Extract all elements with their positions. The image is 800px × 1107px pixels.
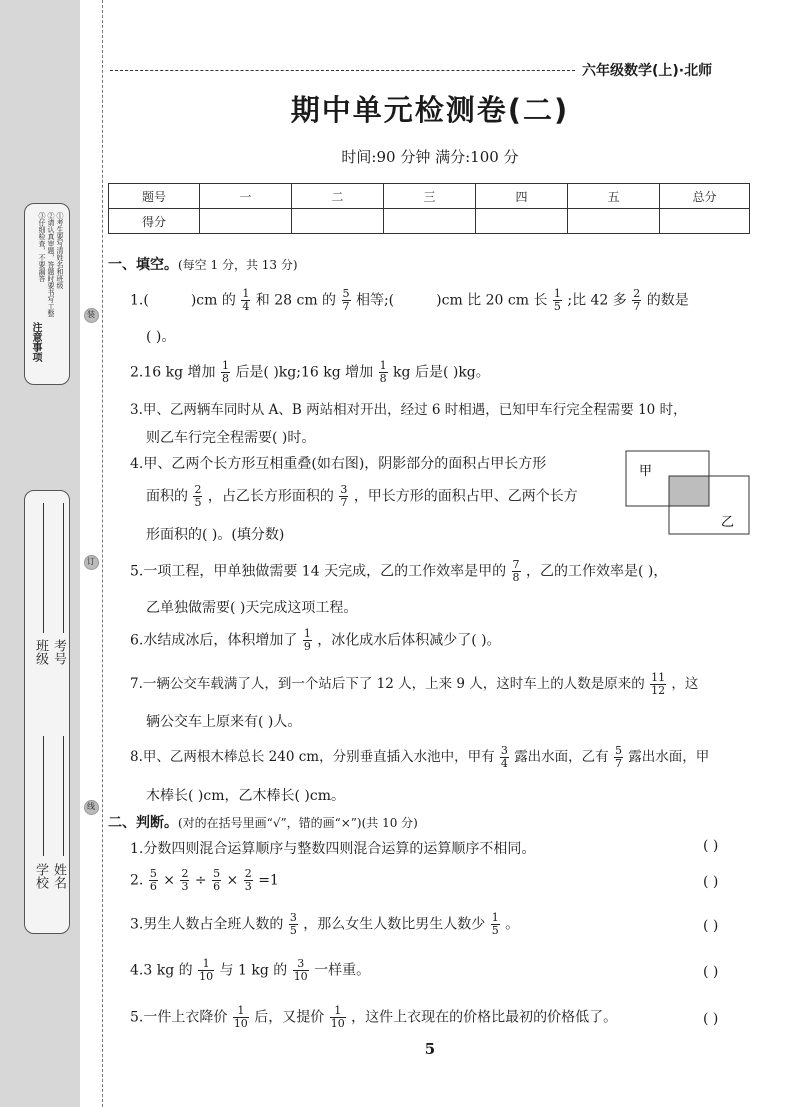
fraction: $\frac{3}{10}$	[293, 957, 308, 983]
score-cell: 得分	[109, 209, 200, 234]
overlap-rectangles-figure	[623, 448, 751, 536]
question-8: 8.甲、乙两根木棒总长 240 cm，分别垂直插入水池中，甲有 $\frac{3}{4}$ 露出水面，乙有 $\frac{5}{7}$ 露出水面，甲	[130, 744, 710, 770]
question-3-line-2: 则乙车行完全程需要( )时。	[146, 430, 316, 446]
score-input-cell[interactable]	[568, 209, 660, 234]
fraction: $\frac{3}{5}$	[289, 911, 297, 937]
score-table	[108, 183, 750, 234]
binding-hole: 装	[84, 308, 99, 323]
question-1: 1.( )cm 的 $\frac{1}{4}$ 和 28 cm 的 $\frac{5}{7}$ 相等;( )cm 比 20 cm 长 $\frac{1}{5}$ ;比 42 多 $\frac{2}{7}$ 的数是	[130, 287, 689, 313]
score-cell: 一	[200, 184, 292, 209]
question-7: 7.一辆公交车载满了人，到一个站后下了 12 人，上来 9 人，这时车上的人数是原来的 $\frac{11}{12}$ ，这	[130, 671, 699, 697]
score-input-cell[interactable]	[292, 209, 384, 234]
fraction: $\frac{3}{7}$	[340, 483, 348, 509]
fraction: $\frac{7}{8}$	[512, 558, 520, 584]
question-5: 5.一项工程，甲单独做需要 14 天完成，乙的工作效率是甲的 $\frac{7}{8}$ ，乙的工作效率是( )，	[130, 558, 668, 584]
name-underline	[63, 736, 64, 856]
fraction: $\frac{2}{5}$	[194, 483, 202, 509]
page-number: 5	[424, 1040, 436, 1058]
label-exam-no: 考号	[51, 639, 66, 665]
judge-1: 1.分数四则混合运算顺序与整数四则混合运算的运算顺序不相同。	[130, 841, 536, 857]
fraction: $\frac{1}{8}$	[221, 359, 229, 385]
fraction: $\frac{1}{10}$	[330, 1004, 345, 1030]
exam-no-underline	[63, 503, 64, 633]
score-cell: 五	[568, 184, 660, 209]
school-underline	[43, 736, 44, 856]
answer-paren[interactable]: ( )	[703, 838, 719, 854]
question-7-line-2: 辆公交车上原来有( )人。	[146, 714, 302, 730]
label-class: 班级	[33, 639, 48, 665]
student-info-panel	[24, 490, 70, 934]
score-table-score-row	[109, 209, 750, 234]
score-cell: 三	[384, 184, 476, 209]
fraction: $\frac{2}{7}$	[633, 287, 641, 313]
question-4-line-2: 面积的 $\frac{2}{5}$ ，占乙长方形面积的 $\frac{3}{7}$ ，甲长方形的面积占甲、乙两个长方	[146, 483, 578, 509]
header-rule	[110, 70, 575, 71]
judge-4: 4.3 kg 的 $\frac{1}{10}$ 与 1 kg 的 $\frac{3}{10}$ 一样重。	[130, 957, 371, 983]
fraction: $\frac{5}{7}$	[342, 287, 350, 313]
section-1-title: 一、填空。(每空 1 分，共 13 分)	[108, 257, 298, 273]
fraction: $\frac{2}{3}$	[181, 867, 189, 893]
fraction: $\frac{5}{6}$	[149, 867, 157, 893]
score-input-cell[interactable]	[660, 209, 750, 234]
answer-paren[interactable]: ( )	[703, 874, 719, 890]
score-cell: 四	[476, 184, 568, 209]
note-2: ②请认真审题，答题时要书写工整	[47, 212, 55, 317]
fraction: $\frac{1}{9}$	[303, 627, 311, 653]
notes-panel	[24, 203, 70, 385]
fraction: $\frac{2}{3}$	[244, 867, 252, 893]
question-5-line-2: 乙单独做需要( )天完成这项工程。	[146, 600, 358, 616]
question-6: 6.水结成冰后，体积增加了 $\frac{1}{9}$ ，冰化成水后体积减少了( )。	[130, 627, 501, 653]
shaded-overlap	[669, 476, 709, 506]
fraction: $\frac{5}{6}$	[213, 867, 221, 893]
question-4-line-3: 形面积的( )。(填分数)	[146, 527, 285, 543]
page-title: 期中单元检测卷(二)	[290, 93, 570, 127]
note-3: ③仔细检查，不要漏答	[38, 212, 46, 282]
fraction: $\frac{1}{10}$	[233, 1004, 248, 1030]
score-table-header-row	[109, 184, 750, 209]
fraction: $\frac{1}{4}$	[242, 287, 250, 313]
question-2: 2.16 kg 增加 $\frac{1}{8}$ 后是( )kg;16 kg 增加 $\frac{1}{8}$ kg 后是( )kg。	[130, 359, 490, 385]
binding-hole: 线	[84, 800, 99, 815]
section-note: (每空 1 分，共 13 分)	[178, 258, 298, 272]
score-cell: 二	[292, 184, 384, 209]
score-cell: 总分	[660, 184, 750, 209]
fraction: $\frac{1}{5}$	[553, 287, 561, 313]
fraction: $\frac{1}{5}$	[491, 911, 499, 937]
exam-info: 时间:90 分钟 满分:100 分	[341, 148, 519, 166]
grade-tag: 六年级数学(上)·北师	[582, 63, 713, 79]
judge-2: 2. $\frac{5}{6}$ × $\frac{2}{3}$ ÷ $\frac{5}{6}$ × $\frac{2}{3}$ =1	[130, 867, 279, 893]
label-school: 学校	[33, 863, 48, 889]
answer-paren[interactable]: ( )	[703, 964, 719, 980]
section-2-title: 二、判断。(对的在括号里画“√”，错的画“×”)(共 10 分)	[108, 815, 418, 831]
section-note: (对的在括号里画“√”，错的画“×”)(共 10 分)	[178, 816, 418, 830]
fraction: $\frac{5}{7}$	[614, 744, 622, 770]
fraction: $\frac{1}{8}$	[379, 359, 387, 385]
question-1-line-2: ( )。	[146, 329, 176, 345]
binding-hole: 订	[84, 555, 99, 570]
question-4: 4.甲、乙两个长方形互相重叠(如右图)，阴影部分的面积占甲长方形	[130, 456, 547, 472]
answer-paren[interactable]: ( )	[703, 1011, 719, 1027]
score-input-cell[interactable]	[476, 209, 568, 234]
score-input-cell[interactable]	[384, 209, 476, 234]
question-3: 3.甲、乙两辆车同时从 A、B 两站相对开出，经过 6 时相遇，已知甲车行完全程需要 10 时，	[130, 402, 687, 418]
fraction: $\frac{11}{12}$	[651, 671, 666, 697]
judge-3: 3.男生人数占全班人数的 $\frac{3}{5}$ ，那么女生人数比男生人数少 $\frac{1}{5}$ 。	[130, 911, 520, 937]
label-name: 姓名	[51, 863, 66, 889]
score-input-cell[interactable]	[200, 209, 292, 234]
label-jia: 甲	[639, 464, 653, 479]
answer-paren[interactable]: ( )	[703, 918, 719, 934]
fraction: $\frac{1}{10}$	[199, 957, 214, 983]
fraction: $\frac{3}{4}$	[500, 744, 508, 770]
judge-5: 5.一件上衣降价 $\frac{1}{10}$ 后，又提价 $\frac{1}{10}$ ，这件上衣现在的价格比最初的价格低了。	[130, 1004, 618, 1030]
note-1: ①考生要写清姓名和班级	[56, 212, 64, 289]
question-8-line-2: 木棒长( )cm，乙木棒长( )cm。	[146, 788, 345, 804]
label-yi: 乙	[721, 515, 735, 530]
notes-label: 注意事项	[30, 322, 41, 362]
class-underline	[43, 503, 44, 633]
score-cell: 题号	[109, 184, 200, 209]
